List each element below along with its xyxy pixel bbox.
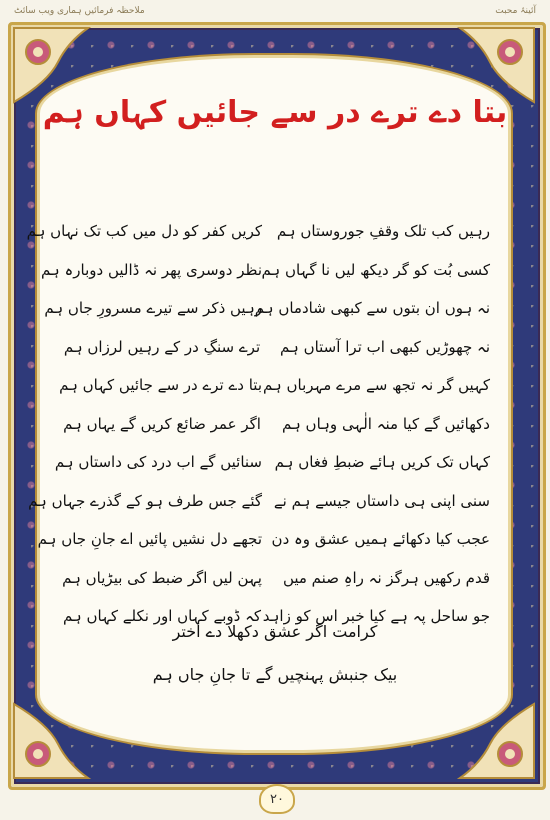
couplet-right-hemistich: کہیں گر نہ تجھ سے مرے مہرباں ہم	[262, 376, 490, 395]
couplet-right-hemistich: عجب کیا دکھائے ہمیں عشق وہ دن	[271, 530, 490, 549]
couplet-row	[59, 366, 490, 405]
couplet-row	[28, 482, 490, 521]
couplet-left-hemistich: کریں کفر کو دل میں کب تک نہاں ہم	[26, 222, 262, 241]
couplet-right-hemistich: رہیں کب تلک وقفِ جوروستاں ہم	[276, 222, 490, 241]
couplet-left-hemistich: پہن لیں اگر ضبط کی بیڑیاں ہم	[62, 568, 262, 587]
couplet-right-hemistich: نہ ہوں ان بتوں سے کبھی شادماں ہم	[254, 299, 490, 318]
couplet-right-hemistich: دکھائیں گے کیا منہ الٰہی وہاں ہم	[282, 414, 490, 433]
couplet-row	[26, 212, 490, 251]
poem-title-line: بتا دے ترے در سے جائیں کہاں ہم	[42, 95, 508, 130]
header-right-text: آئینۂ محبت	[495, 6, 536, 16]
couplet-right-hemistich: کہاں تک کریں ہائے ضبطِ فغاں ہم	[274, 453, 490, 472]
closing-line-1: کرامت اگر عشق دکھلا دے اختر	[172, 622, 378, 641]
couplet-left-hemistich: کہ ڈوبے کہاں اور نکلے کہاں ہم	[62, 607, 262, 626]
couplet-left-hemistich: گئے جس طرف ہو کے گذرے جہاں ہم	[28, 491, 262, 510]
poem-body	[26, 212, 490, 636]
couplet-row	[54, 443, 490, 482]
couplet-left-hemistich: ترے سنگِ در کے رہیں لرزاں ہم	[63, 337, 261, 356]
couplet-row	[62, 328, 490, 367]
couplet-left-hemistich: نظر دوسری پھر نہ ڈالیں دوبارہ ہم	[40, 260, 262, 279]
couplet-row	[37, 520, 490, 559]
couplet-right-hemistich: جو ساحل پہ ہے کیا خبر اس کو زاہد	[262, 607, 490, 626]
page-number: ۲۰	[259, 784, 295, 814]
poem-title	[0, 95, 550, 130]
header-left-text: ملاحظہ فرمائیں ہماری ویب سائٹ	[14, 6, 145, 16]
closing-line-2: بیک جنبش پہنچیں گے تا جانِ جاں ہم	[152, 665, 398, 684]
couplet-left-hemistich: اگر عمر ضائع کریں گے یہاں ہم	[63, 414, 261, 433]
page-header	[8, 0, 542, 22]
couplet-left-hemistich: سنائیں گے اب درد کی داستاں ہم	[54, 453, 262, 472]
couplet-row	[62, 405, 490, 444]
page-number-badge	[255, 784, 295, 814]
couplet-left-hemistich: تجھے دل نشیں پائیں اے جانِ جاں ہم	[37, 530, 262, 549]
couplet-row	[44, 289, 490, 328]
couplet-left-hemistich: رہیں ذکر سے تیرے مسرورِ جاں ہم	[44, 299, 262, 318]
couplet-row	[40, 251, 490, 290]
couplet-left-hemistich: بتا دے ترے در سے جائیں کہاں ہم	[59, 376, 262, 395]
couplet-right-hemistich: سنی اپنی ہی داستاں جیسے ہم نے	[273, 491, 490, 510]
couplet-right-hemistich: کسی بُت کو گر دیکھ لیں نا گہاں ہم	[261, 260, 490, 279]
couplet-row	[62, 559, 490, 598]
couplet-right-hemistich: قدم رکھیں ہرگز نہ راہِ صنم میں	[282, 568, 490, 587]
couplet-right-hemistich: نہ چھوڑیں کبھی اب ترا آستاں ہم	[280, 337, 490, 356]
